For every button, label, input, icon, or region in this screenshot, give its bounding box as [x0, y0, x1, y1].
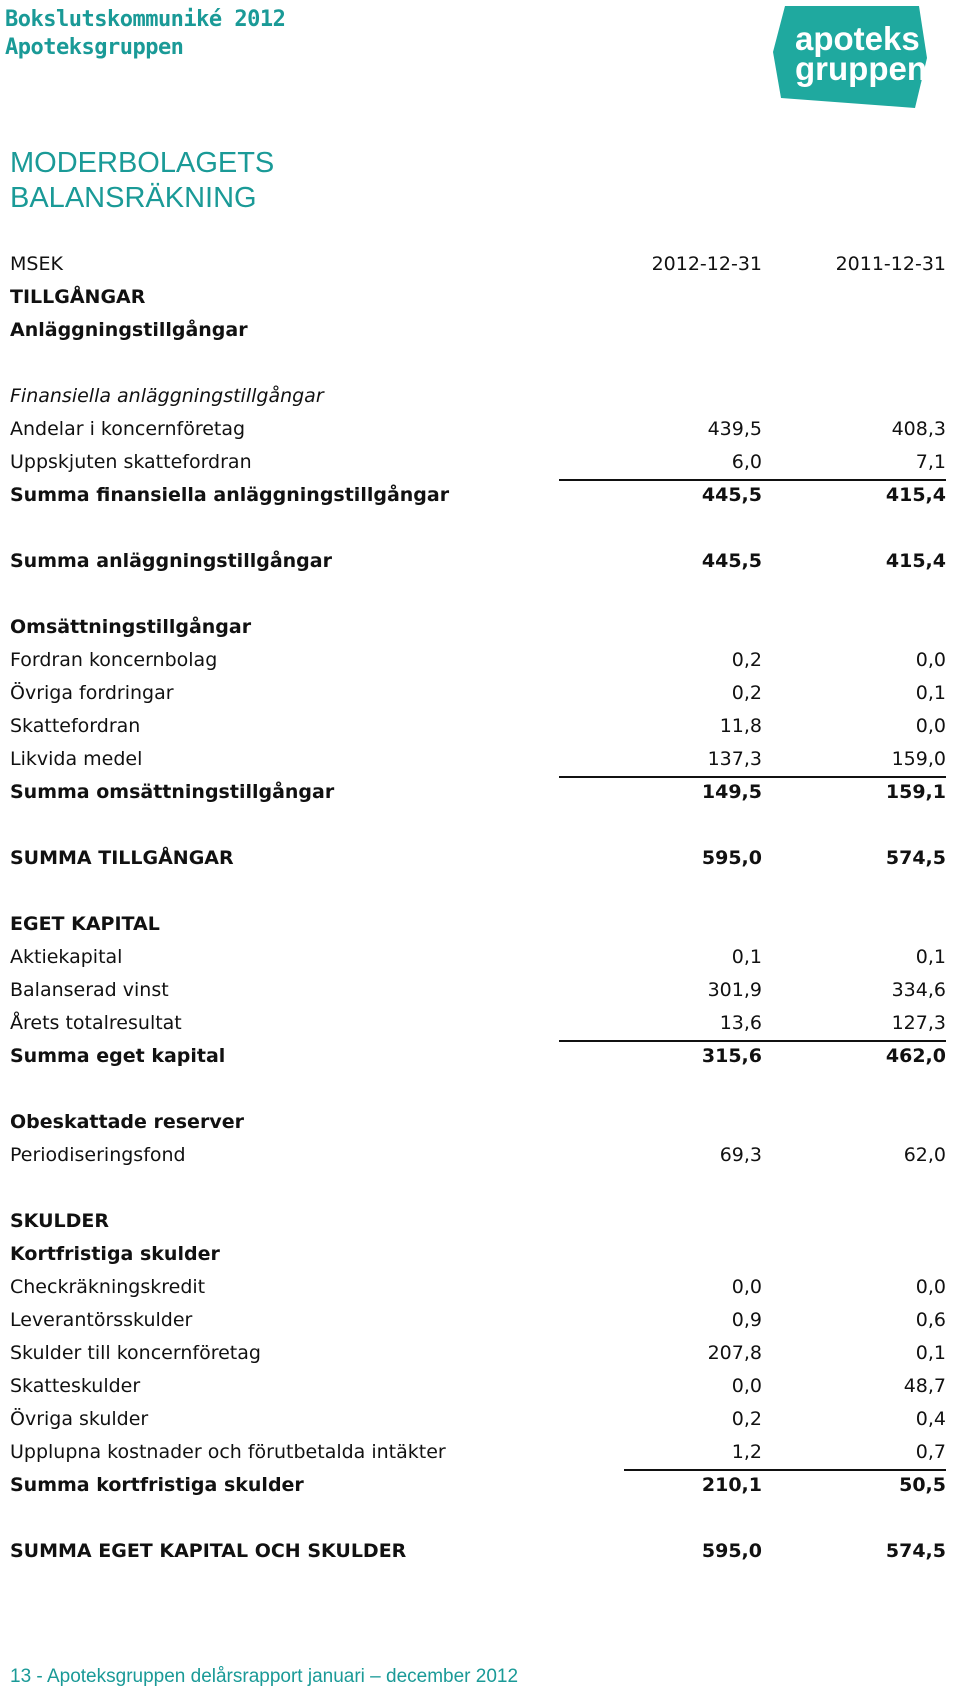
table-row	[10, 809, 946, 842]
table-row	[10, 1502, 946, 1535]
table-row: Uppskjuten skattefordran 6,0 7,1	[10, 451, 946, 473]
table-row	[10, 875, 946, 908]
document-header	[5, 6, 285, 62]
column-header-2011: 2011-12-31	[835, 253, 946, 275]
table-header-row	[10, 248, 946, 281]
header-report-name: Bokslutskommuniké 2012	[5, 7, 286, 32]
table-row-total: SUMMA EGET KAPITAL OCH SKULDER 595,0 574,5	[10, 1540, 946, 1562]
column-header-2012: 2012-12-31	[651, 253, 762, 275]
table-row-section: Omsättningstillgångar	[10, 616, 252, 638]
apoteksgruppen-logo	[773, 6, 927, 108]
table-row: Checkräkningskredit 0,0 0,0	[10, 1276, 946, 1298]
table-row	[10, 578, 946, 611]
table-row: Övriga skulder 0,2 0,4	[10, 1408, 946, 1430]
unit-label: MSEK	[10, 253, 63, 275]
page-title-line2: BALANSRÄKNING	[10, 182, 257, 214]
table-row: Finansiella anläggningstillgångar	[10, 385, 324, 407]
table-row-subtotal: Summa anläggningstillgångar 445,5 415,4	[10, 550, 946, 572]
table-row: Leverantörsskulder 0,9 0,6	[10, 1309, 946, 1331]
page-title	[10, 146, 274, 216]
table-row: Skatteskulder 0,0 48,7	[10, 1375, 946, 1397]
table-row: Upplupna kostnader och förutbetalda intäkter 1,2 0,7	[10, 1441, 946, 1463]
table-row: Periodiseringsfond 69,3 62,0	[10, 1144, 946, 1166]
table-row-section: SKULDER	[10, 1210, 109, 1232]
table-row-subtotal: Summa kortfristiga skulder 210,1 50,5	[10, 1469, 946, 1502]
table-row-subtotal: Summa finansiella anläggningstillgångar 445,5 415,4	[10, 479, 946, 512]
header-company-name: Apoteksgruppen	[5, 35, 184, 60]
table-row: Övriga fordringar 0,2 0,1	[10, 682, 946, 704]
svg-text:gruppen: gruppen	[795, 50, 927, 87]
table-row: Balanserad vinst 301,9 334,6	[10, 979, 946, 1001]
table-row-section: EGET KAPITAL	[10, 913, 160, 935]
page-footer: 13 - Apoteksgruppen delårsrapport januari – december 2012	[10, 1666, 519, 1687]
page-title-line1: MODERBOLAGETS	[10, 147, 275, 179]
table-row-section: Obeskattade reserver	[10, 1111, 244, 1133]
table-row: Årets totalresultat 13,6 127,3	[10, 1012, 946, 1034]
table-row: TILLGÅNGAR	[10, 286, 146, 308]
table-row-total: SUMMA TILLGÅNGAR 595,0 574,5	[10, 847, 946, 869]
table-row: Skulder till koncernföretag 207,8 0,1	[10, 1342, 946, 1364]
table-row: Likvida medel 137,3 159,0	[10, 748, 946, 770]
table-row: Andelar i koncernföretag 439,5 408,3	[10, 418, 946, 440]
table-row-section: Kortfristiga skulder	[10, 1243, 220, 1265]
table-row: Aktiekapital 0,1 0,1	[10, 946, 946, 968]
balance-sheet-table	[10, 248, 946, 1568]
table-row	[10, 1172, 946, 1205]
table-row: Skattefordran 11,8 0,0	[10, 715, 946, 737]
table-row	[10, 347, 946, 380]
table-row: Fordran koncernbolag 0,2 0,0	[10, 649, 946, 671]
table-row-subtotal: Summa omsättningstillgångar 149,5 159,1	[10, 776, 946, 809]
svg-text:apoteks: apoteks	[795, 20, 920, 57]
table-row	[10, 512, 946, 545]
table-row: Anläggningstillgångar	[10, 319, 248, 341]
table-row	[10, 1073, 946, 1106]
table-row-subtotal: Summa eget kapital 315,6 462,0	[10, 1040, 946, 1073]
